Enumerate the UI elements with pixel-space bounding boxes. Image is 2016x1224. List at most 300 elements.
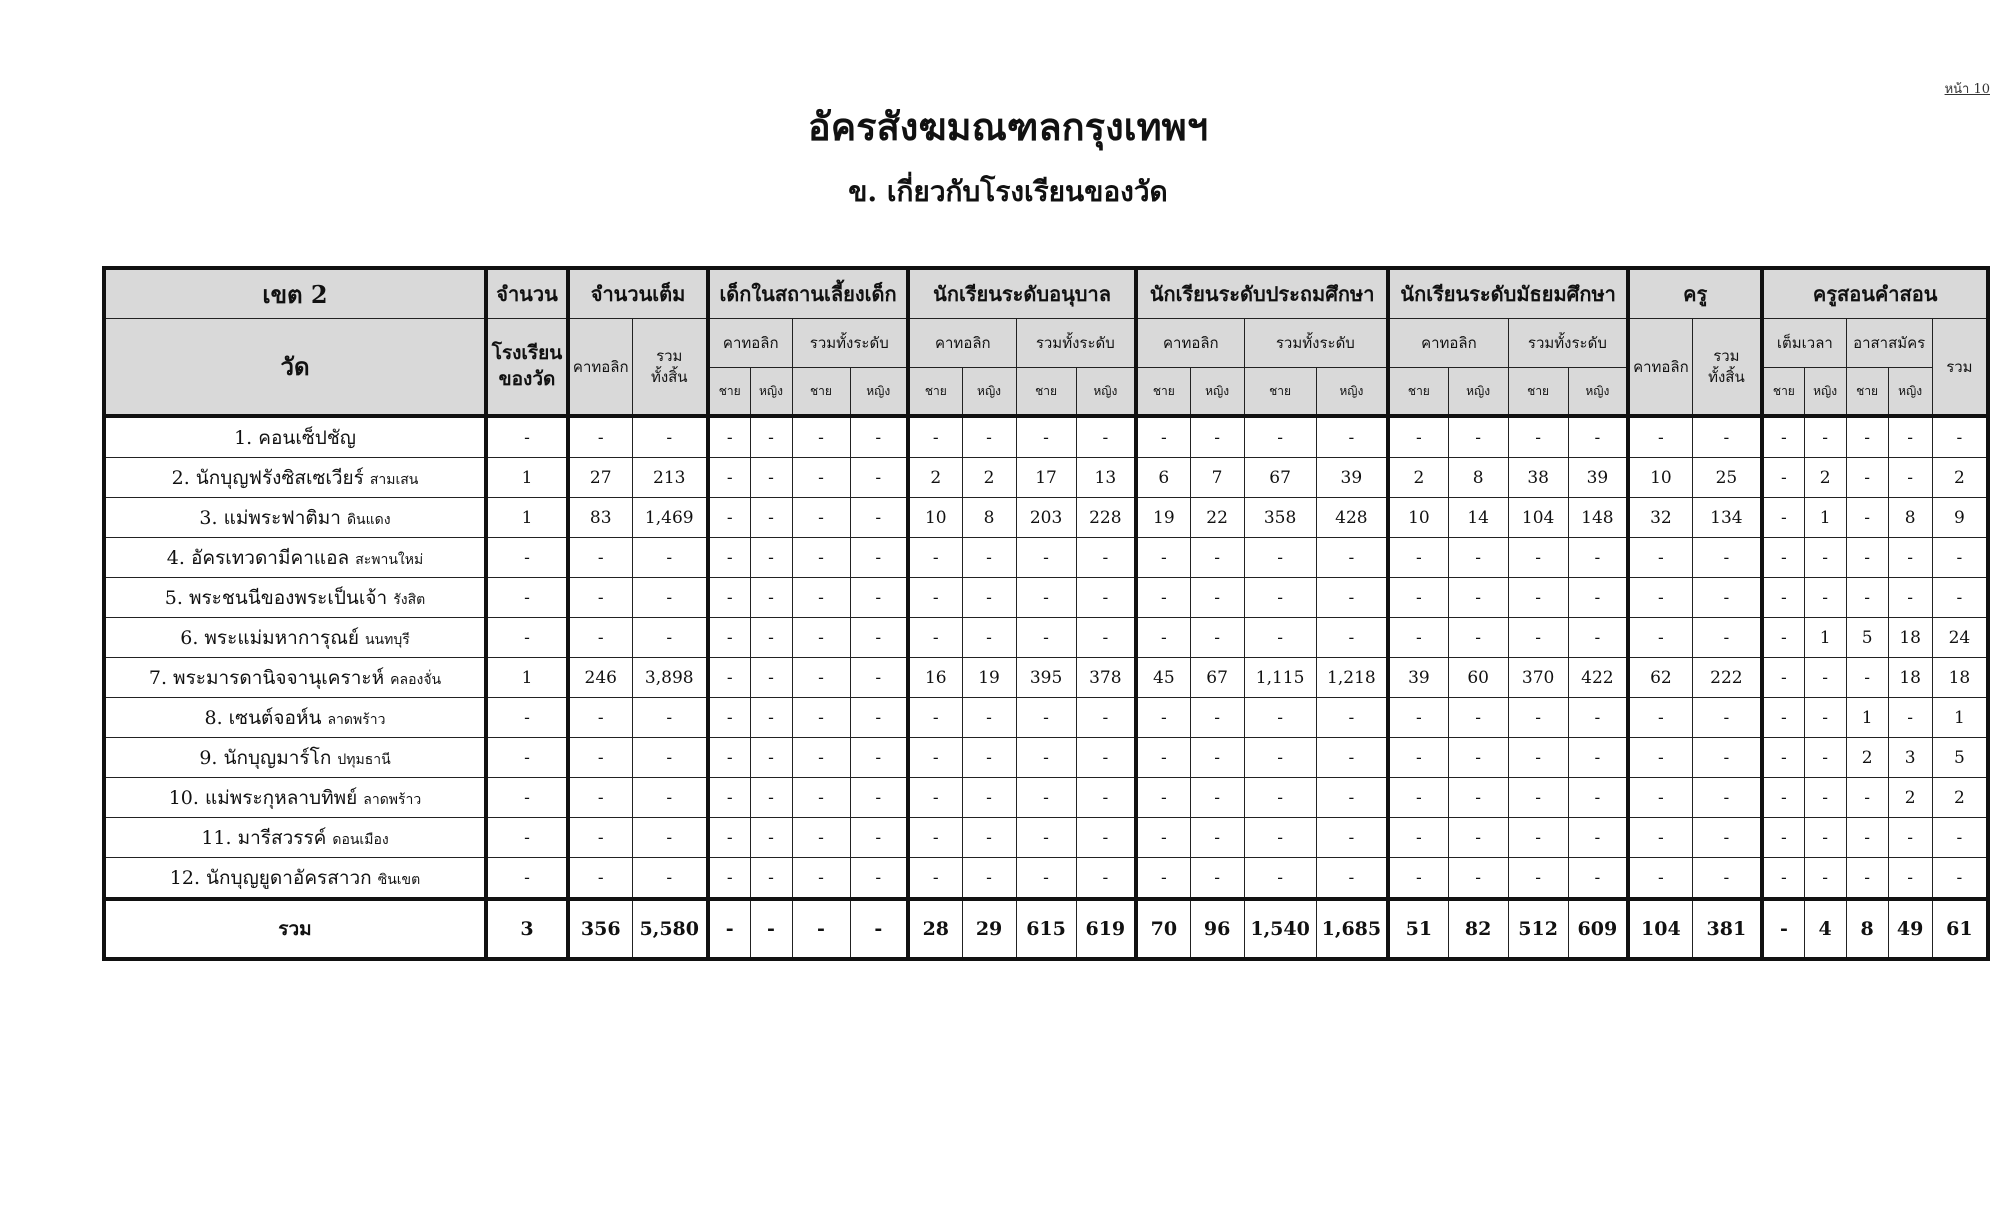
table-cell: - [750, 498, 792, 538]
table-cell: 1 [486, 458, 568, 498]
church-name: 2. นักบุญฟรังซิสเซเวียร์ [171, 466, 364, 489]
table-cell: - [792, 899, 850, 959]
zone-header: เขต 2 [104, 268, 486, 319]
table-cell: - [1932, 416, 1988, 458]
table-cell: - [1692, 578, 1762, 618]
table-cell: 370 [1508, 658, 1568, 698]
table-cell: - [1076, 578, 1136, 618]
table-cell: - [1888, 578, 1932, 618]
school-count-line-2: โรงเรียน [491, 341, 563, 364]
table-cell: - [792, 498, 850, 538]
church-name-cell [104, 858, 486, 900]
table-cell: - [1846, 818, 1888, 858]
table-cell: 4 [1804, 899, 1846, 959]
table-cell: - [850, 738, 908, 778]
table-cell: - [850, 498, 908, 538]
table-cell: - [792, 416, 850, 458]
table-cell: - [1448, 858, 1508, 900]
table-cell: - [850, 899, 908, 959]
table-cell: - [850, 778, 908, 818]
col-female: หญิง [750, 368, 792, 417]
table-cell: - [792, 538, 850, 578]
table-cell: 358 [1244, 498, 1316, 538]
church-location: ลาดพร้าว [327, 711, 386, 728]
table-cell: - [1136, 738, 1190, 778]
table-cell: - [750, 818, 792, 858]
table-cell: - [1244, 858, 1316, 900]
col-male: ชาย [1136, 368, 1190, 417]
table-cell: - [1762, 818, 1804, 858]
table-cell: - [850, 538, 908, 578]
table-cell: - [1316, 738, 1388, 778]
table-cell: 5 [1846, 618, 1888, 658]
table-cell: - [1508, 416, 1568, 458]
table-cell: - [708, 578, 750, 618]
table-cell: - [1316, 778, 1388, 818]
table-cell: 228 [1076, 498, 1136, 538]
table-cell: - [750, 538, 792, 578]
kindergarten-header: นักเรียนระดับอนุบาล [908, 268, 1136, 319]
table-cell: - [850, 658, 908, 698]
table-cell: 2 [1804, 458, 1846, 498]
col-female: หญิง [1804, 368, 1846, 417]
table-cell: 148 [1568, 498, 1628, 538]
church-name: 12. นักบุญยูดาอัครสาวก [169, 866, 372, 889]
table-cell: - [962, 416, 1016, 458]
table-cell: - [1628, 778, 1692, 818]
table-cell: - [1016, 778, 1076, 818]
table-cell: - [1190, 578, 1244, 618]
table-cell: - [1692, 818, 1762, 858]
table-cell: - [1508, 698, 1568, 738]
table-cell: 134 [1692, 498, 1762, 538]
church-header: วัด [104, 319, 486, 417]
table-row [104, 858, 1988, 900]
table-cell: - [486, 738, 568, 778]
table-cell: 5 [1932, 738, 1988, 778]
table-cell: - [708, 778, 750, 818]
table-cell: - [1692, 538, 1762, 578]
table-cell: - [1136, 818, 1190, 858]
church-name-cell [104, 738, 486, 778]
table-cell: - [1628, 416, 1692, 458]
secondary-catholic-header: คาทอลิก [1388, 319, 1508, 368]
table-cell: 60 [1448, 658, 1508, 698]
table-cell: - [908, 698, 962, 738]
table-cell: 39 [1568, 458, 1628, 498]
table-cell: - [962, 858, 1016, 900]
table-cell: - [908, 578, 962, 618]
table-cell: - [1316, 618, 1388, 658]
table-cell: - [486, 858, 568, 900]
table-cell: - [792, 738, 850, 778]
school-statistics-table [102, 266, 1990, 961]
table-cell: - [1016, 858, 1076, 900]
table-cell: 10 [1628, 458, 1692, 498]
table-cell: - [962, 778, 1016, 818]
table-cell: 2 [908, 458, 962, 498]
primary-header: นักเรียนระดับประถมศึกษา [1136, 268, 1388, 319]
catechists-header: ครูสอนคำสอน [1762, 268, 1988, 319]
table-cell: 378 [1076, 658, 1136, 698]
table-cell: - [908, 738, 962, 778]
church-name-cell [104, 658, 486, 698]
primary-all-header: รวมทั้งระดับ [1244, 319, 1388, 368]
church-name: 11. มารีสวรรค์ [201, 826, 327, 849]
table-cell: - [1016, 818, 1076, 858]
table-cell: - [708, 858, 750, 900]
church-location: ลาดพร้าว [363, 791, 422, 808]
table-cell: - [1076, 818, 1136, 858]
table-cell: - [792, 458, 850, 498]
teachers-grand-total-header [1692, 319, 1762, 417]
table-cell: - [1628, 818, 1692, 858]
table-cell: 39 [1316, 458, 1388, 498]
table-cell: - [750, 899, 792, 959]
table-cell: - [750, 578, 792, 618]
table-cell: 39 [1388, 658, 1448, 698]
table-cell: 1 [1846, 698, 1888, 738]
table-cell: - [850, 698, 908, 738]
table-cell: 27 [568, 458, 632, 498]
table-cell: - [1762, 498, 1804, 538]
table-cell: - [708, 458, 750, 498]
school-count-header-2 [486, 319, 568, 417]
table-cell: - [1762, 416, 1804, 458]
table-cell: 62 [1628, 658, 1692, 698]
table-cell: 67 [1244, 458, 1316, 498]
table-cell: 10 [908, 498, 962, 538]
col-female: หญิง [850, 368, 908, 417]
table-cell: - [1508, 778, 1568, 818]
table-cell: - [750, 416, 792, 458]
table-cell: - [1888, 416, 1932, 458]
table-cell: 18 [1888, 658, 1932, 698]
table-cell: - [1136, 698, 1190, 738]
church-name: 3. แม่พระฟาติมา [199, 506, 341, 529]
table-cell: - [1932, 818, 1988, 858]
table-cell: - [1692, 738, 1762, 778]
table-cell: - [1508, 818, 1568, 858]
table-cell: - [962, 538, 1016, 578]
table-cell: 10 [1388, 498, 1448, 538]
table-cell: - [850, 578, 908, 618]
table-cell: - [486, 818, 568, 858]
table-cell: - [1244, 698, 1316, 738]
col-male: ชาย [1508, 368, 1568, 417]
table-cell: - [1388, 738, 1448, 778]
table-cell: 14 [1448, 498, 1508, 538]
teachers-header: ครู [1628, 268, 1762, 319]
table-cell: 3,898 [632, 658, 708, 698]
orphanage-header: เด็กในสถานเลี้ยงเด็ก [708, 268, 908, 319]
table-cell: 83 [568, 498, 632, 538]
col-female: หญิง [1316, 368, 1388, 417]
table-cell: 2 [1932, 458, 1988, 498]
table-cell: - [1804, 538, 1846, 578]
table-cell: 422 [1568, 658, 1628, 698]
table-cell: - [850, 458, 908, 498]
table-cell: 2 [962, 458, 1016, 498]
table-cell: - [1190, 698, 1244, 738]
col-male: ชาย [708, 368, 750, 417]
table-cell: 18 [1888, 618, 1932, 658]
col-male: ชาย [1244, 368, 1316, 417]
table-cell: - [908, 538, 962, 578]
table-cell: 6 [1136, 458, 1190, 498]
col-male: ชาย [908, 368, 962, 417]
table-cell: - [750, 458, 792, 498]
table-cell: - [1692, 416, 1762, 458]
table-cell: - [1762, 458, 1804, 498]
table-cell: - [1448, 618, 1508, 658]
table-row [104, 578, 1988, 618]
church-name: 4. อัครเทวดามีคาแอล [166, 546, 350, 569]
table-cell: - [568, 818, 632, 858]
col-male: ชาย [1388, 368, 1448, 417]
table-row [104, 458, 1988, 498]
table-cell: 13 [1076, 458, 1136, 498]
table-cell: - [1448, 738, 1508, 778]
orphanage-catholic-header: คาทอลิก [708, 319, 792, 368]
table-cell: 615 [1016, 899, 1076, 959]
table-cell: - [1568, 578, 1628, 618]
col-male: ชาย [792, 368, 850, 417]
table-cell: - [1136, 416, 1190, 458]
table-cell: 1,685 [1316, 899, 1388, 959]
kindergarten-catholic-header: คาทอลิก [908, 319, 1016, 368]
table-cell: 29 [962, 899, 1016, 959]
table-cell: - [1762, 899, 1804, 959]
table-cell: - [1016, 738, 1076, 778]
table-cell: - [750, 698, 792, 738]
table-header [104, 268, 1988, 416]
table-cell: 2 [1388, 458, 1448, 498]
table-cell: - [1388, 818, 1448, 858]
table-cell: - [1190, 818, 1244, 858]
table-cell: - [1508, 858, 1568, 900]
table-cell: - [568, 618, 632, 658]
table-cell: 5,580 [632, 899, 708, 959]
table-cell: - [1316, 578, 1388, 618]
table-cell: - [1316, 416, 1388, 458]
table-cell: 8 [1888, 498, 1932, 538]
orphanage-all-header: รวมทั้งระดับ [792, 319, 908, 368]
table-cell: - [1448, 778, 1508, 818]
table-cell: 104 [1508, 498, 1568, 538]
table-cell: 1,540 [1244, 899, 1316, 959]
table-cell: - [568, 738, 632, 778]
table-body [104, 416, 1988, 959]
table-row [104, 416, 1988, 458]
table-cell: - [1692, 698, 1762, 738]
secondary-all-header: รวมทั้งระดับ [1508, 319, 1628, 368]
table-cell: - [1762, 738, 1804, 778]
secondary-header: นักเรียนระดับมัธยมศึกษา [1388, 268, 1628, 319]
col-male: ชาย [1762, 368, 1804, 417]
full-time-header: เต็มเวลา [1762, 319, 1846, 368]
volunteer-header: อาสาสมัคร [1846, 319, 1932, 368]
table-cell: - [962, 818, 1016, 858]
table-cell: - [850, 618, 908, 658]
table-cell: - [1804, 698, 1846, 738]
table-cell: - [1388, 578, 1448, 618]
catechists-total-header: รวม [1932, 319, 1988, 417]
table-cell: 609 [1568, 899, 1628, 959]
table-cell: - [568, 858, 632, 900]
table-cell: 356 [568, 899, 632, 959]
table-cell: - [708, 899, 750, 959]
table-cell: - [792, 658, 850, 698]
table-cell: 1 [1804, 618, 1846, 658]
table-cell: 1,218 [1316, 658, 1388, 698]
col-female: หญิง [1568, 368, 1628, 417]
table-cell: - [1316, 818, 1388, 858]
table-cell: - [632, 818, 708, 858]
table-cell: - [1076, 698, 1136, 738]
table-cell: - [1076, 618, 1136, 658]
table-cell: - [1568, 778, 1628, 818]
table-cell: - [1846, 858, 1888, 900]
table-cell: 222 [1692, 658, 1762, 698]
table-cell: - [1448, 538, 1508, 578]
table-cell: - [1388, 858, 1448, 900]
table-cell: - [1692, 618, 1762, 658]
table-cell: 3 [1888, 738, 1932, 778]
table-cell: - [632, 698, 708, 738]
church-name: 1. คอนเซ็ปชัญ [234, 426, 356, 449]
table-row [104, 498, 1988, 538]
table-cell: 2 [1846, 738, 1888, 778]
table-cell: - [1508, 578, 1568, 618]
table-cell: - [1762, 778, 1804, 818]
table-cell: - [1692, 858, 1762, 900]
table-cell: - [1136, 538, 1190, 578]
col-male: ชาย [1016, 368, 1076, 417]
teachers-catholic-header: คาทอลิก [1628, 319, 1692, 417]
table-cell: - [486, 578, 568, 618]
table-cell: 8 [962, 498, 1016, 538]
table-cell: - [1448, 698, 1508, 738]
church-location: ดอนเมือง [332, 831, 389, 848]
church-name-cell [104, 416, 486, 458]
table-cell: - [708, 818, 750, 858]
table-cell: - [1316, 858, 1388, 900]
church-name: 10. แม่พระกุหลาบทิพย์ [168, 786, 358, 809]
table-cell: - [1932, 538, 1988, 578]
table-cell: - [568, 538, 632, 578]
table-cell: - [1016, 538, 1076, 578]
table-cell: - [708, 698, 750, 738]
table-cell: - [1568, 416, 1628, 458]
table-cell: 25 [1692, 458, 1762, 498]
table-cell: - [1628, 858, 1692, 900]
table-cell: 619 [1076, 899, 1136, 959]
col-female: หญิง [1076, 368, 1136, 417]
table-cell: 428 [1316, 498, 1388, 538]
table-cell: - [962, 698, 1016, 738]
church-name-cell [104, 698, 486, 738]
table-cell: - [1846, 538, 1888, 578]
table-cell: - [792, 698, 850, 738]
grand-total-line-1: รวม [656, 347, 683, 366]
table-cell: - [1888, 698, 1932, 738]
kindergarten-all-header: รวมทั้งระดับ [1016, 319, 1136, 368]
page-subtitle: ข. เกี่ยวกับโรงเรียนของวัด [848, 175, 1168, 208]
teachers-total-line-2: ทั้งสิ้น [1708, 367, 1745, 386]
table-cell: - [1016, 416, 1076, 458]
full-grand-total-header [632, 319, 708, 417]
table-cell: 61 [1932, 899, 1988, 959]
table-cell: - [1762, 538, 1804, 578]
total-label: รวม [104, 899, 486, 959]
church-location: ซินเขต [377, 871, 421, 888]
table-cell: - [1190, 738, 1244, 778]
table-cell: 1 [1932, 698, 1988, 738]
table-cell: 8 [1846, 899, 1888, 959]
table-cell: - [632, 578, 708, 618]
table-cell: 51 [1388, 899, 1448, 959]
col-female: หญิง [1888, 368, 1932, 417]
table-cell: - [1762, 858, 1804, 900]
table-cell: 1,469 [632, 498, 708, 538]
table-cell: - [908, 416, 962, 458]
table-cell: - [962, 738, 1016, 778]
table-cell: - [486, 778, 568, 818]
church-name: 7. พระมารดานิจจานุเคราะห์ [148, 666, 385, 689]
table-cell: - [1846, 458, 1888, 498]
table-cell: 246 [568, 658, 632, 698]
table-cell: - [1388, 778, 1448, 818]
table-cell: 1 [1804, 498, 1846, 538]
table-cell: - [1804, 778, 1846, 818]
col-female: หญิง [962, 368, 1016, 417]
school-count-line-3: ของวัด [498, 367, 556, 390]
table-cell: - [750, 778, 792, 818]
table-cell: - [908, 618, 962, 658]
table-cell: - [486, 538, 568, 578]
church-name-cell [104, 538, 486, 578]
table-cell: - [750, 738, 792, 778]
table-cell: - [708, 538, 750, 578]
church-location: ดินแดง [346, 511, 391, 528]
table-cell: - [1076, 416, 1136, 458]
church-name-cell [104, 578, 486, 618]
teachers-total-line-1: รวม [1713, 347, 1740, 366]
col-male: ชาย [1846, 368, 1888, 417]
table-cell: - [708, 498, 750, 538]
table-cell: - [1888, 538, 1932, 578]
church-name-cell [104, 458, 486, 498]
table-cell: - [1190, 778, 1244, 818]
page-number: หน้า 10 [1944, 82, 1990, 97]
table-cell: - [632, 538, 708, 578]
table-cell: - [792, 818, 850, 858]
table-cell: - [1762, 698, 1804, 738]
table-cell: 18 [1932, 658, 1988, 698]
table-cell: - [1448, 416, 1508, 458]
table-cell: - [708, 738, 750, 778]
table-cell: - [568, 698, 632, 738]
table-cell: - [1016, 618, 1076, 658]
church-name-cell [104, 618, 486, 658]
church-location: สะพานใหม่ [355, 551, 424, 568]
table-cell: - [1692, 778, 1762, 818]
table-cell: - [792, 858, 850, 900]
table-cell: - [1846, 498, 1888, 538]
table-cell: - [908, 818, 962, 858]
table-cell: - [1762, 658, 1804, 698]
